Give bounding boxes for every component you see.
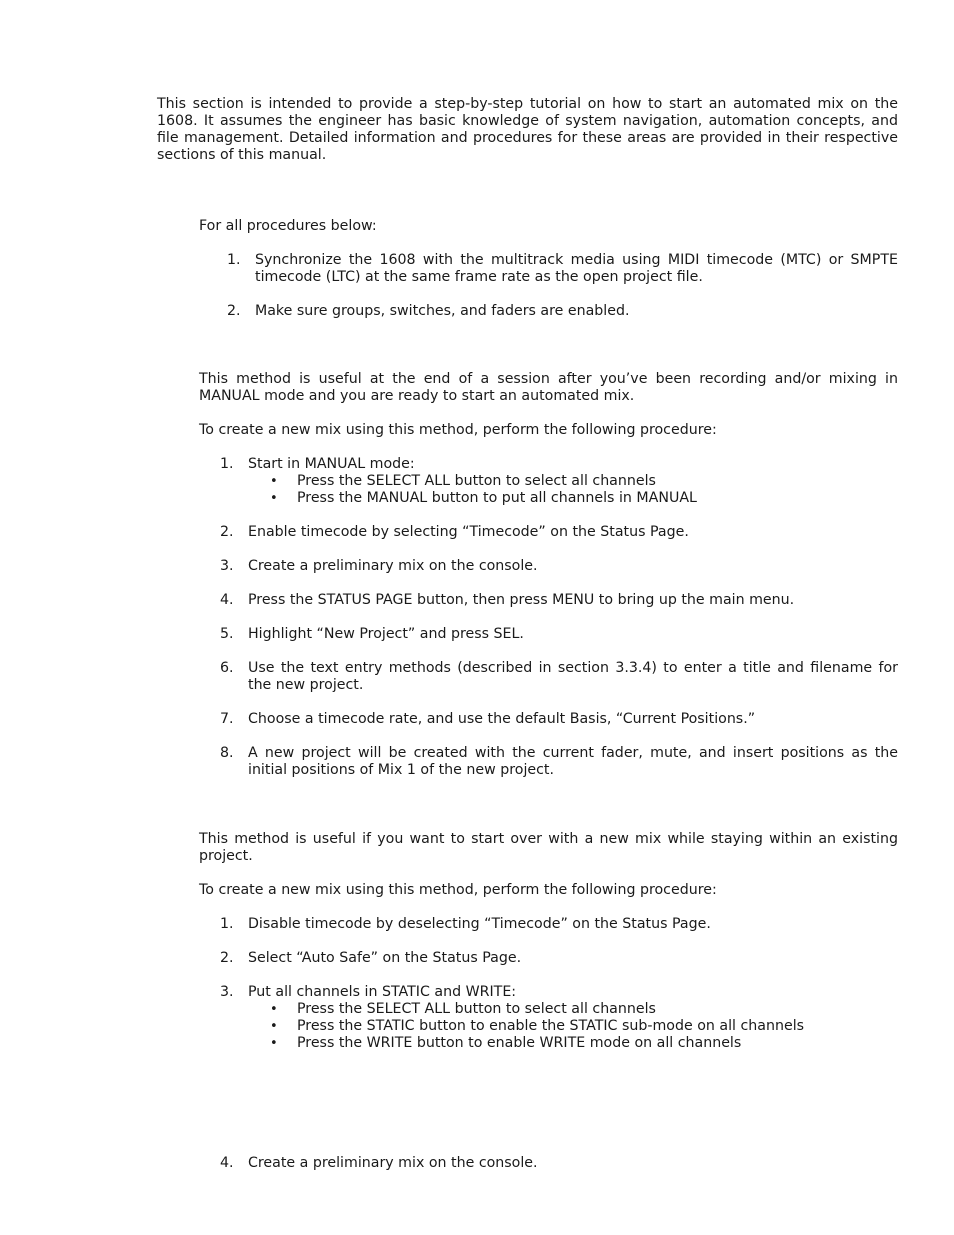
method1-step-3-number: 3. xyxy=(220,558,234,574)
method1-step-3-text: Create a preliminary mix on the console. xyxy=(248,558,538,574)
method1-step-7-text: Choose a timecode rate, and use the default Basis, “Current Positions.” xyxy=(248,711,756,727)
method2-lead: To create a new mix using this method, perform the following procedure: xyxy=(199,882,717,898)
method1-step-1-number: 1. xyxy=(220,456,234,472)
method2-step-3-bullet-2-dot: • xyxy=(270,1019,278,1034)
method1-step-4-text: Press the STATUS PAGE button, then press MENU to bring up the main menu. xyxy=(248,592,795,608)
method2-step-3-number: 3. xyxy=(220,984,234,1000)
method1-step-1-bullet-1-dot: • xyxy=(270,474,278,489)
method1-step-1-bullet-2-dot: • xyxy=(270,491,278,506)
method1-lead: To create a new mix using this method, perform the following procedure: xyxy=(199,422,717,438)
method2-step-3-text: Put all channels in STATIC and WRITE: xyxy=(248,984,517,1000)
method2-step-4-text: Create a preliminary mix on the console. xyxy=(248,1155,538,1171)
general-step-1-text: Synchronize the 1608 with the multitrack media using MIDI timecode (MTC) or SMPTE timecode (LTC) at the same frame rate as the open project file. xyxy=(255,252,898,285)
method2-step-3-bullet-3-dot: • xyxy=(270,1036,278,1051)
method2-step-3-bullet-3: Press the WRITE button to enable WRITE mode on all channels xyxy=(297,1035,742,1051)
method2-step-2-number: 2. xyxy=(220,950,234,966)
method1-step-2-text: Enable timecode by selecting “Timecode” on the Status Page. xyxy=(248,524,689,540)
method1-step-6-text: Use the text entry methods (described in section 3.3.4) to enter a title and filename for the new project. xyxy=(248,660,898,693)
general-step-1-number: 1. xyxy=(227,252,241,268)
method2-step-1-text: Disable timecode by deselecting “Timecode” on the Status Page. xyxy=(248,916,711,932)
general-step-2-text: Make sure groups, switches, and faders are enabled. xyxy=(255,303,630,319)
method1-step-7-number: 7. xyxy=(220,711,234,727)
method1-step-4-number: 4. xyxy=(220,592,234,608)
method1-step-1-text: Start in MANUAL mode: xyxy=(248,456,415,472)
method1-step-1-bullet-2: Press the MANUAL button to put all channels in MANUAL xyxy=(297,490,697,506)
method1-step-1-bullet-1: Press the SELECT ALL button to select all channels xyxy=(297,473,656,489)
method2-step-2-text: Select “Auto Safe” on the Status Page. xyxy=(248,950,522,966)
method2-step-3-bullet-1: Press the SELECT ALL button to select all channels xyxy=(297,1001,656,1017)
method2-description: This method is useful if you want to start over with a new mix while staying within an existing project. xyxy=(199,831,898,864)
method1-step-2-number: 2. xyxy=(220,524,234,540)
general-lead: For all procedures below: xyxy=(199,218,377,234)
method1-step-6-number: 6. xyxy=(220,660,234,676)
method2-step-1-number: 1. xyxy=(220,916,234,932)
general-step-2-number: 2. xyxy=(227,303,241,319)
method1-step-5-number: 5. xyxy=(220,626,234,642)
method1-step-8-text: A new project will be created with the current fader, mute, and insert positions as the initial positions of Mix 1 of the new project. xyxy=(248,745,898,778)
method2-step-3-bullet-1-dot: • xyxy=(270,1002,278,1017)
intro-paragraph: This section is intended to provide a step-by-step tutorial on how to start an automated mix on the 1608. It assumes the engineer has basic knowledge of system navigation, automation concepts, and file management. Detailed information and procedures for these areas are provided in their respective sections of this manual. xyxy=(157,96,898,163)
method2-step-3-bullet-2: Press the STATIC button to enable the STATIC sub-mode on all channels xyxy=(297,1018,805,1034)
method2-step-4-number: 4. xyxy=(220,1155,234,1171)
method1-step-8-number: 8. xyxy=(220,745,234,761)
method1-step-5-text: Highlight “New Project” and press SEL. xyxy=(248,626,524,642)
method1-description: This method is useful at the end of a session after you’ve been recording and/or mixing in MANUAL mode and you are ready to start an automated mix. xyxy=(199,371,898,404)
